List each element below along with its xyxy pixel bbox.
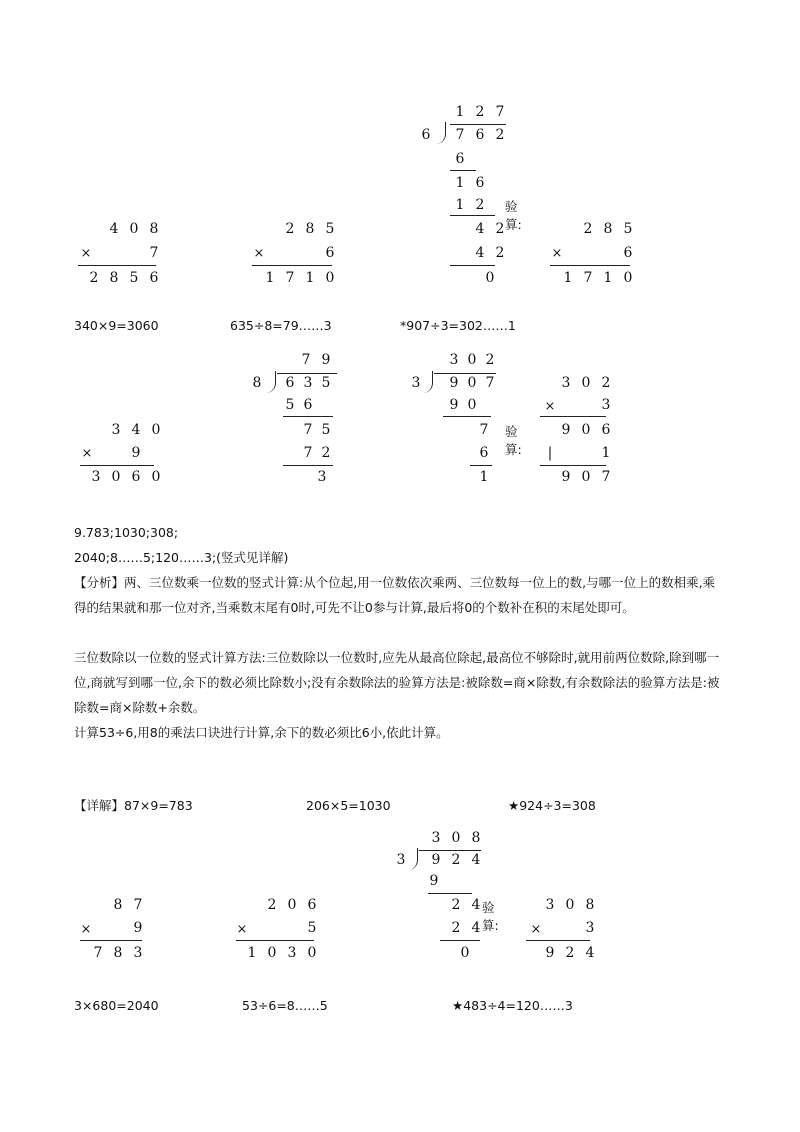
product-digit: 0 [623, 270, 633, 286]
step-digit: 6 [455, 151, 465, 167]
quotient-digit: 8 [471, 830, 481, 846]
quotient-digit: 2 [485, 352, 495, 368]
multiplicand-digit: 3 [561, 375, 571, 391]
dividend-digit: 2 [495, 127, 505, 143]
step-digit: 1 [455, 175, 465, 191]
multiplicand-digit: 4 [109, 221, 119, 237]
quotient-digit: 3 [449, 352, 459, 368]
product-digit: 2 [89, 270, 99, 286]
division-bar [450, 124, 506, 125]
step-digit: 6 [479, 445, 489, 461]
check-label: 验算: [482, 900, 499, 933]
multiplier-digit: 9 [131, 445, 141, 461]
multiplicand-digit: 3 [111, 422, 121, 438]
detail-equation-206x5: 206×5=1030 [306, 798, 391, 813]
addend-digit: 1 [601, 445, 611, 461]
divisor: 3 [396, 852, 406, 868]
product-digit: 3 [287, 945, 297, 961]
multiplicand-digit: 0 [287, 897, 297, 913]
multiplicand-digit: 6 [307, 897, 317, 913]
dividend-digit: 6 [285, 375, 295, 391]
product-digit: 5 [129, 270, 139, 286]
times-sign: × [530, 922, 542, 937]
sum-digit: 0 [581, 469, 591, 485]
detail-equation-924div3: ★924÷3=308 [508, 798, 596, 813]
equation-907div3: *907÷3=302……1 [400, 318, 516, 333]
product-digit: 1 [603, 270, 613, 286]
step-digit: 7 [303, 422, 313, 438]
product-digit: 3 [91, 469, 101, 485]
multiplicand-digit: 2 [601, 375, 611, 391]
dividend-digit: 6 [475, 127, 485, 143]
analysis-paragraph-3: 计算53÷6,用8的乘法口诀进行计算,余下的数必须比6小,依此计算。 [74, 725, 449, 740]
quotient-digit: 7 [495, 104, 505, 120]
detail-equation-87x9: 【详解】87×9=783 [74, 798, 193, 813]
step-digit: 0 [467, 397, 477, 413]
remainder-digit: 1 [479, 469, 489, 485]
product-digit: 2 [565, 945, 575, 961]
equation-483div4: ★483÷4=120……3 [452, 998, 573, 1013]
result-line [526, 940, 590, 941]
product-digit: 6 [149, 270, 159, 286]
divisor: 8 [252, 375, 262, 391]
multiplicand-digit: 0 [565, 897, 575, 913]
multiplicand-digit: 0 [151, 422, 161, 438]
dividend-digit: 5 [321, 375, 331, 391]
result-line [540, 416, 606, 417]
step-line [450, 170, 476, 171]
times-sign: × [81, 446, 93, 461]
step-digit: 7 [479, 422, 489, 438]
quotient-digit: 1 [455, 104, 465, 120]
product-digit: 3 [133, 945, 143, 961]
dividend-digit: 7 [455, 127, 465, 143]
dividend-digit: 7 [485, 375, 495, 391]
plus-sign: | [547, 445, 553, 461]
step-line [470, 465, 492, 466]
step-digit: 5 [321, 422, 331, 438]
step-digit: 5 [285, 397, 295, 413]
remainder-digit: 0 [460, 945, 470, 961]
product-digit: 7 [285, 270, 295, 286]
multiplier-digit: 3 [601, 397, 611, 413]
result-line [80, 465, 154, 466]
step-digit: 1 [455, 197, 465, 213]
multiplier-digit: 6 [623, 245, 633, 261]
division-bar [419, 850, 481, 851]
division-bracket [423, 371, 433, 393]
step-digit: 2 [495, 221, 505, 237]
product-digit: 1 [563, 270, 573, 286]
product-digit: 0 [111, 469, 121, 485]
product-digit: 9 [545, 945, 555, 961]
product-digit: 0 [151, 469, 161, 485]
times-sign: × [80, 922, 92, 937]
check-label: 验算: [505, 199, 522, 232]
division-bracket [436, 122, 446, 144]
equation-3x680: 3×680=2040 [74, 998, 159, 1013]
step-line [440, 940, 480, 941]
step-digit: 6 [475, 175, 485, 191]
dividend-digit: 4 [471, 852, 481, 868]
partial-digit: 9 [561, 422, 571, 438]
quotient-digit: 2 [475, 104, 485, 120]
step-line [283, 416, 333, 417]
dividend-digit: 9 [449, 375, 459, 391]
quotient-digit: 0 [451, 830, 461, 846]
division-bracket [266, 371, 276, 393]
multiplicand-digit: 2 [583, 221, 593, 237]
remainder-digit: 3 [317, 469, 327, 485]
multiplier-digit: 3 [585, 920, 595, 936]
multiplicand-digit: 0 [129, 221, 139, 237]
analysis-paragraph-2: 三位数除以一位数的竖式计算方法:三位数除以一位数时,应先从最高位除起,最高位不够除时,就用前两位数除,除到哪一位,商就写到哪一位,余下的数必须比除数小;没有余数除法的验算方法是:被除数=商×除数,有余数除法的验算方法是:被除数=商×除数+余数。 [74, 650, 720, 715]
remainder-digit: 0 [485, 270, 495, 286]
step-digit: 4 [475, 221, 485, 237]
result-line [252, 265, 332, 266]
divisor: 3 [411, 375, 421, 391]
product-digit: 1 [305, 270, 315, 286]
division-bar [277, 373, 337, 374]
product-digit: 8 [109, 270, 119, 286]
step-digit: 9 [429, 873, 439, 889]
multiplicand-digit: 2 [285, 221, 295, 237]
step-line [443, 416, 491, 417]
multiplicand-digit: 8 [305, 221, 315, 237]
multiplier-digit: 5 [307, 920, 317, 936]
dividend-digit: 2 [451, 852, 461, 868]
multiplier-digit: 7 [149, 245, 159, 261]
product-digit: 0 [325, 270, 335, 286]
answer-line-9: 9.783;1030;308; [74, 525, 179, 540]
result-line [78, 265, 156, 266]
step-digit: 4 [475, 245, 485, 261]
dividend-digit: 3 [303, 375, 313, 391]
step-digit: 4 [471, 897, 481, 913]
step-digit: 2 [451, 897, 461, 913]
product-digit: 7 [583, 270, 593, 286]
quotient-digit: 0 [467, 352, 477, 368]
product-digit: 0 [267, 945, 277, 961]
quotient-digit: 7 [301, 352, 311, 368]
product-digit: 1 [265, 270, 275, 286]
quotient-digit: 3 [431, 830, 441, 846]
step-line [428, 893, 472, 894]
step-digit: 2 [475, 197, 485, 213]
multiplicand-digit: 8 [585, 897, 595, 913]
sum-digit: 9 [561, 469, 571, 485]
product-digit: 8 [113, 945, 123, 961]
dividend-digit: 9 [431, 852, 441, 868]
division-bracket [408, 848, 418, 870]
product-digit: 7 [93, 945, 103, 961]
divisor: 6 [421, 127, 431, 143]
multiplicand-digit: 5 [325, 221, 335, 237]
multiplicand-digit: 7 [133, 897, 143, 913]
result-line [550, 265, 630, 266]
step-digit: 2 [451, 920, 461, 936]
division-bar [434, 373, 496, 374]
result-line [540, 465, 606, 466]
result-line [236, 940, 314, 941]
sum-digit: 7 [601, 469, 611, 485]
step-digit: 2 [495, 245, 505, 261]
times-sign: × [544, 399, 556, 414]
equation-635div8: 635÷8=79……3 [230, 318, 332, 333]
step-digit: 7 [303, 445, 313, 461]
partial-digit: 6 [601, 422, 611, 438]
analysis-paragraph-1: 【分析】两、三位数乘一位数的竖式计算:从个位起,用一位数依次乘两、三位数每一位上的数,与哪一位上的数相乘,乘得的结果就和那一位对齐,当乘数末尾有0时,可先不让0参与计算,最后将0的个数补在积的末尾处即可。 [74, 575, 716, 615]
equation-53div6: 53÷6=8……5 [242, 998, 328, 1013]
times-sign: × [236, 922, 248, 937]
quotient-digit: 9 [321, 352, 331, 368]
product-digit: 4 [585, 945, 595, 961]
equation-340x9: 340×9=3060 [74, 318, 159, 333]
dividend-digit: 0 [467, 375, 477, 391]
step-digit: 9 [449, 397, 459, 413]
multiplicand-digit: 3 [545, 897, 555, 913]
times-sign: × [253, 246, 265, 261]
partial-digit: 0 [581, 422, 591, 438]
multiplicand-digit: 5 [623, 221, 633, 237]
step-line [450, 265, 495, 266]
product-digit: 6 [131, 469, 141, 485]
multiplicand-digit: 2 [267, 897, 277, 913]
multiplicand-digit: 8 [149, 221, 159, 237]
multiplier-digit: 6 [325, 245, 335, 261]
product-digit: 1 [247, 945, 257, 961]
multiplicand-digit: 8 [603, 221, 613, 237]
step-digit: 4 [471, 920, 481, 936]
multiplier-digit: 9 [133, 920, 143, 936]
step-line [283, 465, 333, 466]
step-line [450, 215, 495, 216]
multiplicand-digit: 0 [581, 375, 591, 391]
result-line [80, 940, 142, 941]
multiplicand-digit: 8 [113, 897, 123, 913]
answer-line-9-cont: 2040;8……5;120……3;(竖式见详解) [74, 550, 289, 565]
times-sign: × [551, 246, 563, 261]
step-digit: 2 [321, 445, 331, 461]
product-digit: 0 [307, 945, 317, 961]
check-label: 验算: [505, 424, 522, 457]
multiplicand-digit: 4 [131, 422, 141, 438]
step-digit: 6 [303, 397, 313, 413]
times-sign: × [80, 246, 92, 261]
